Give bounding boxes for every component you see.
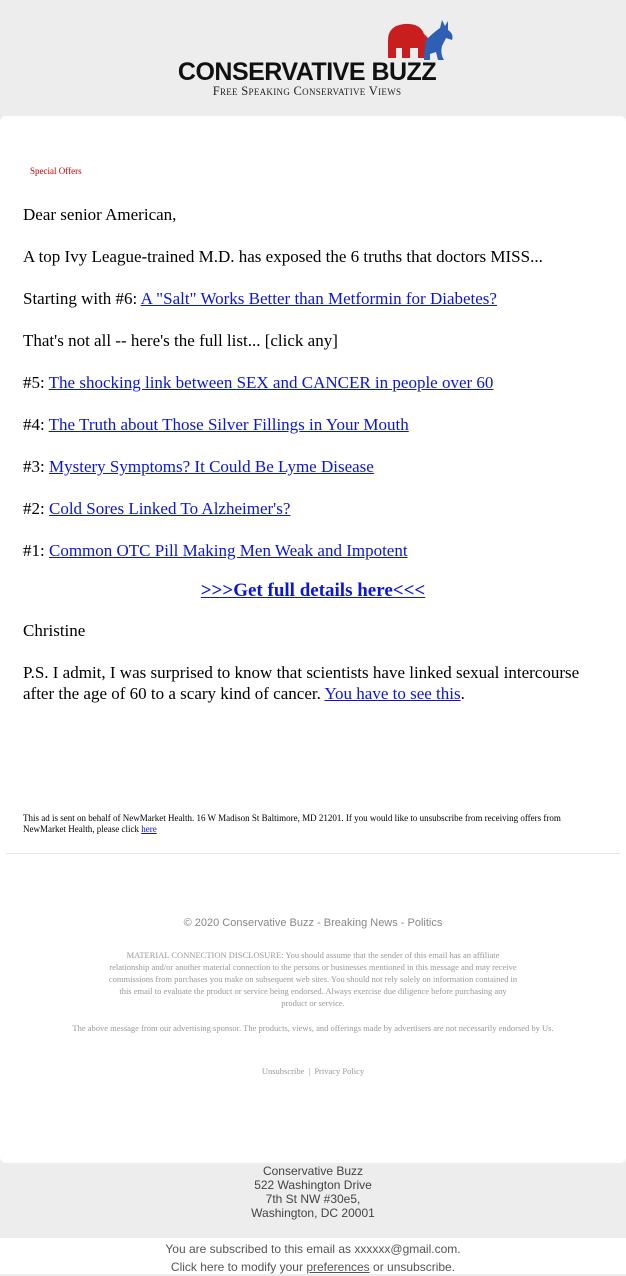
email-header [0,0,626,116]
list-item-link[interactable]: Mystery Symptoms? It Could Be Lyme Disease [48,457,374,476]
item-6 [23,288,497,309]
ps-paragraph [23,662,593,704]
list-item-link[interactable]: The shocking link between SEX and CANCER in people over 60 [48,373,494,392]
list-item-prefix: #1: [23,541,49,560]
logo-subtitle: Free Speaking Conservative Views [212,84,402,98]
not-all-text: That's not all -- here's the full list... [click any] [23,331,338,350]
ps-link[interactable]: You have to see this [324,684,461,703]
list-item-prefix: #3: [23,457,49,476]
footer-links [0,1066,626,1076]
privacy-policy-link[interactable]: Privacy Policy [314,1066,365,1076]
ad-note-text: This ad is sent on behalf of NewMarket Health. 16 W Madison St Baltimore, MD 21201. If you would like to unsubscribe from receiving offers from NewMarket Health, please click [23,813,561,834]
item-6-link[interactable]: A "Salt" Works Better than Metformin for Diabetes? [140,289,497,308]
ad-note [23,813,583,835]
logo-title: CONSERVATIVE BUZZ [177,58,437,86]
elephant-donkey-icon [368,18,456,62]
divider [6,853,620,854]
list-item-link[interactable]: The Truth about Those Silver Fillings in Your Mouth [48,415,409,434]
item-6-prefix: Starting with #6: [23,289,141,308]
modify-suffix: or unsubscribe. [369,1260,456,1274]
postal-address [0,1164,626,1220]
modify-prefix: Click here to modify your [170,1260,307,1274]
conservative-buzz-logo[interactable] [176,18,456,100]
list-item-link[interactable]: Common OTC Pill Making Men Weak and Impotent [48,541,408,560]
signature: Christine [23,621,86,640]
address-line: 522 Washington Drive [254,1178,372,1192]
list-item [23,540,408,561]
address-line: 7th St NW #30e5, [265,1192,361,1206]
intro-text: A top Ivy League-trained M.D. has exposed the 6 truths that doctors MISS... [23,247,543,266]
list-item-link[interactable]: Cold Sores Linked To Alzheimer's? [48,499,291,518]
link-separator: | [308,1066,311,1076]
ps-end: . [460,684,465,703]
get-full-details-link[interactable]: >>>Get full details here<<< [200,580,426,601]
cta [0,580,626,602]
list-item [23,414,409,435]
subscription-text [0,1240,626,1276]
list-item-prefix: #5: [23,373,49,392]
ps-text: P.S. I admit, I was surprised to know that scientists have linked sexual intercourse after the age of 60 to a scary kind of cancer. [23,663,580,703]
ad-unsubscribe-link[interactable]: here [141,824,157,834]
address-line: Conservative Buzz [262,1164,364,1178]
material-disclosure: MATERIAL CONNECTION DISCLOSURE: You should assume that the sender of this email has an affiliate relationship and/or another material connection to the persons or businesses mentioned in this message and may receive commissions from purchases you make on subsequent web sites. You should not rely solely on information contained in this email to evaluate the product or service being endorsed. Always exercise due diligence before purchasing any product or service. [108,950,518,1008]
subscribed-as: You are subscribed to this email as xxxxxx@gmail.com. [165,1242,461,1256]
greeting: Dear senior American, [23,205,177,224]
email-body [0,116,626,1163]
list-item [23,498,290,519]
modify-line [0,1258,626,1276]
address-line: Washington, DC 20001 [251,1206,375,1220]
list-item-prefix: #4: [23,415,49,434]
copyright: © 2020 Conservative Buzz - Breaking News - Politics [183,917,443,929]
sponsor-note: The above message from our advertising sponsor. The products, views, and offerings made by advertisers are not necessarily endorsed by Us. [72,1023,554,1033]
list-item-prefix: #2: [23,499,49,518]
special-offers-label: Special Offers [30,166,82,176]
list-item [23,372,493,393]
list-item [23,456,374,477]
unsubscribe-link[interactable]: Unsubscribe [261,1066,305,1076]
preferences-link[interactable]: preferences [306,1260,370,1274]
